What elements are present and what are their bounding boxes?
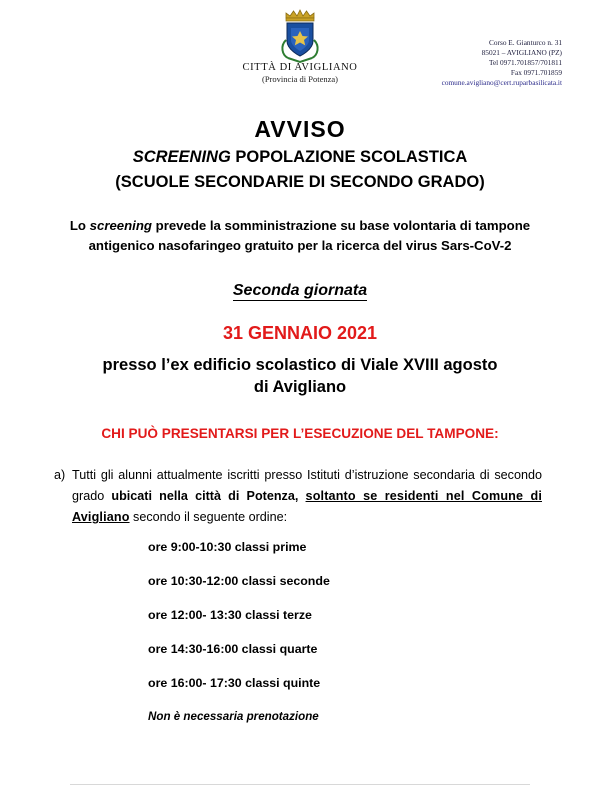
event-location <box>28 354 572 399</box>
schedule-item: ore 10:30-12:00 classi seconde <box>148 573 330 588</box>
booking-note: Non è necessaria prenotazione <box>148 709 319 723</box>
schedule-item: ore 9:00-10:30 classi prime <box>148 539 307 554</box>
document-subtitle-2: (SCUOLE SECONDARIE DI SECONDO GRADO) <box>115 173 485 191</box>
list-item-bold-1: ubicati nella città di Potenza, <box>111 489 299 504</box>
eligibility-heading: CHI PUÒ PRESENTARSI PER L’ESECUZIONE DEL TAMPONE: <box>101 426 499 442</box>
title-block <box>28 116 572 192</box>
schedule-item: ore 12:00- 13:30 classi terze <box>148 607 312 622</box>
event-location-line1: presso l’ex edificio scolastico di Viale XVIII agosto <box>102 355 498 374</box>
list-item-text-2: secondo il seguente ordine: <box>129 509 288 524</box>
intro-part2: prevede la somministrazione su base volontaria di tampone antigenico nasofaringeo gratuito per la ricerca del virus Sars-CoV-2 <box>88 218 531 254</box>
contact-email: comune.avigliano@cert.ruparbasilicata.it <box>441 78 562 88</box>
subtitle-rest: POPOLAZIONE SCOLASTICA <box>230 148 468 166</box>
list-item-bold-underline: soltanto se residenti nel Comune di Avigliano <box>72 489 542 524</box>
contact-address: Corso E. Gianturco n. 31 <box>489 38 562 47</box>
contact-tel: Tel 0971.701857/701811 <box>489 58 562 68</box>
schedule-item: ore 16:00- 17:30 classi quinte <box>148 675 321 690</box>
contact-fax: Fax 0971.701859 <box>510 68 562 78</box>
intro-paragraph <box>28 216 572 257</box>
eligibility-body <box>28 465 572 527</box>
province-name: (Provincia di Potenza) <box>261 74 338 84</box>
document-subtitle <box>28 148 572 167</box>
contact-block <box>442 38 562 88</box>
document-title: AVVISO <box>254 116 346 142</box>
coat-of-arms-icon <box>277 6 323 64</box>
event-date: 31 GENNAIO 2021 <box>222 322 378 343</box>
subtitle-italic-word: SCREENING <box>132 148 231 166</box>
second-day-text: Seconda giornata <box>232 281 368 299</box>
contact-cap-city: 85021 – AVIGLIANO (PZ) <box>481 48 562 58</box>
city-name: CITTÀ DI AVIGLIANO <box>242 62 358 73</box>
schedule-list <box>28 540 572 690</box>
list-item-text-1: Tutti gli alunni attualmente iscritti presso Istituti d’istruzione secondaria di secondo grado <box>72 468 542 504</box>
event-location-line2: di Avigliano <box>253 378 347 397</box>
schedule-item: ore 14:30-16:00 classi quarte <box>148 641 318 656</box>
document-header <box>28 0 572 104</box>
list-item <box>54 465 542 527</box>
intro-italic-word: screening <box>89 218 152 233</box>
intro-part1: Lo <box>69 218 90 233</box>
page-bottom-divider <box>70 784 530 785</box>
second-day-heading <box>28 282 572 300</box>
list-item-marker: a) <box>54 468 66 483</box>
